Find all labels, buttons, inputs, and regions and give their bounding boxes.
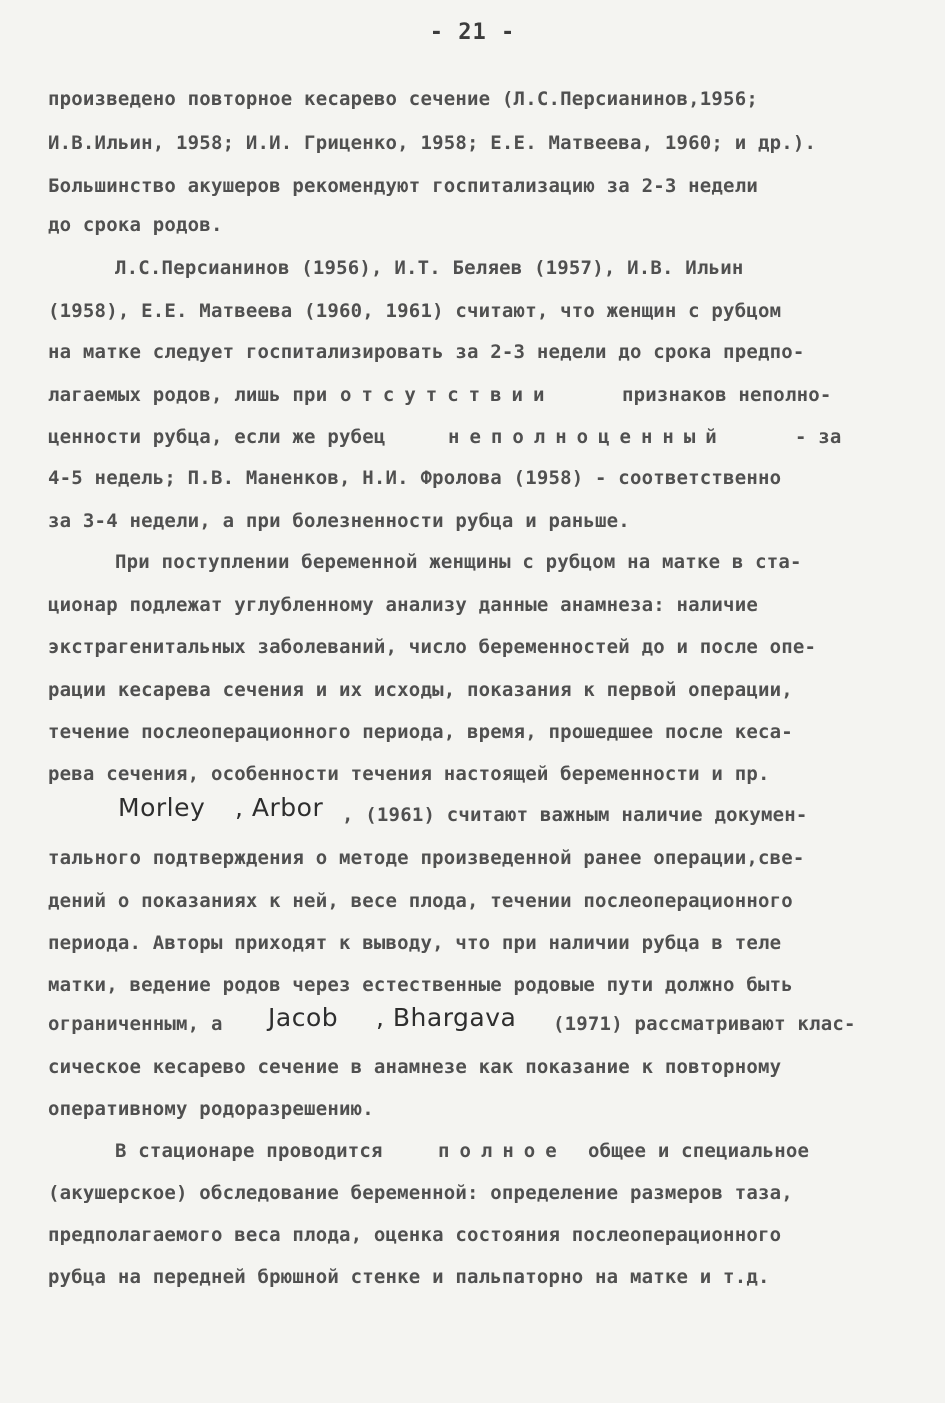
spaced-word: полное: [438, 1140, 567, 1162]
spaced-word: отсутствии: [340, 384, 555, 406]
text-line: лагаемых родов, лишь при: [48, 384, 328, 406]
text-line: признаков неполно-: [622, 384, 832, 406]
text-line: ционар подлежат углубленному анализу данные анамнеза: наличие: [48, 594, 758, 616]
text-line: периода. Авторы приходят к выводу, что при наличии рубца в теле: [48, 932, 782, 954]
text-line: произведено повторное кесарево сечение (Л.С.Персианинов,1956;: [48, 88, 758, 110]
text-line: экстрагенитальных заболеваний, число беременностей до и после опе-: [48, 636, 817, 658]
text-line: до срока родов.: [48, 214, 223, 236]
handwritten-name: Jacob: [268, 1003, 339, 1032]
text-line: рева сечения, особенности течения настоящей беременности и пр.: [48, 763, 770, 785]
text-line: рации кесарева сечения и их исходы, показания к первой операции,: [48, 679, 793, 701]
text-line: ценности рубца, если же рубец: [48, 426, 386, 448]
handwritten-name: , Arbor: [235, 793, 324, 822]
page-number: - 21 -: [429, 20, 516, 45]
text-line: сическое кесарево сечение в анамнезе как показание к повторному: [48, 1056, 782, 1078]
text-line: , (1961) считают важным наличие докумен-: [342, 804, 808, 826]
text-line: (акушерское) обследование беременной: определение размеров таза,: [48, 1182, 793, 1204]
text-line: матки, ведение родов через естественные родовые пути должно быть: [48, 974, 793, 996]
text-line: за 3-4 недели, а при болезненности рубца и раньше.: [48, 510, 630, 532]
text-line: на матке следует госпитализировать за 2-3 недели до срока предпо-: [48, 341, 805, 363]
text-line: (1958), Е.Е. Матвеева (1960, 1961) считают, что женщин с рубцом: [48, 300, 782, 322]
text-line: 4-5 недель; П.В. Маненков, Н.И. Фролова (1958) - соответственно: [48, 467, 782, 489]
text-line: течение послеоперационного периода, время, прошедшее после кеса-: [48, 721, 793, 743]
text-line: оперативному родоразрешению.: [48, 1098, 374, 1120]
text-line: И.В.Ильин, 1958; И.И. Гриценко, 1958; Е.Е. Матвеева, 1960; и др.).: [48, 132, 817, 154]
text-line: (1971) рассматривают клас-: [553, 1013, 856, 1035]
text-line: При поступлении беременной женщины с рубцом на матке в ста-: [115, 551, 802, 573]
text-line: дений о показаниях к ней, весе плода, течении послеоперационного: [48, 890, 793, 912]
text-line: ограниченным, а: [48, 1013, 223, 1035]
handwritten-name: , Bhargava: [376, 1003, 517, 1032]
text-line: Л.С.Персианинов (1956), И.Т. Беляев (1957), И.В. Ильин: [115, 257, 744, 279]
text-line: предполагаемого веса плода, оценка состояния послеоперационного: [48, 1224, 782, 1246]
text-line: рубца на передней брюшной стенке и пальпаторно на матке и т.д.: [48, 1266, 770, 1288]
text-line: общее и специальное: [588, 1140, 810, 1162]
handwritten-name: Morley: [118, 793, 206, 822]
text-line: тального подтверждения о методе произведенной ранее операции,све-: [48, 847, 805, 869]
spaced-word: неполноценный: [448, 426, 727, 448]
text-line: В стационаре проводится: [115, 1140, 383, 1162]
text-line: Большинство акушеров рекомендуют госпитализацию за 2-3 недели: [48, 175, 758, 197]
text-line: - за: [795, 426, 842, 448]
